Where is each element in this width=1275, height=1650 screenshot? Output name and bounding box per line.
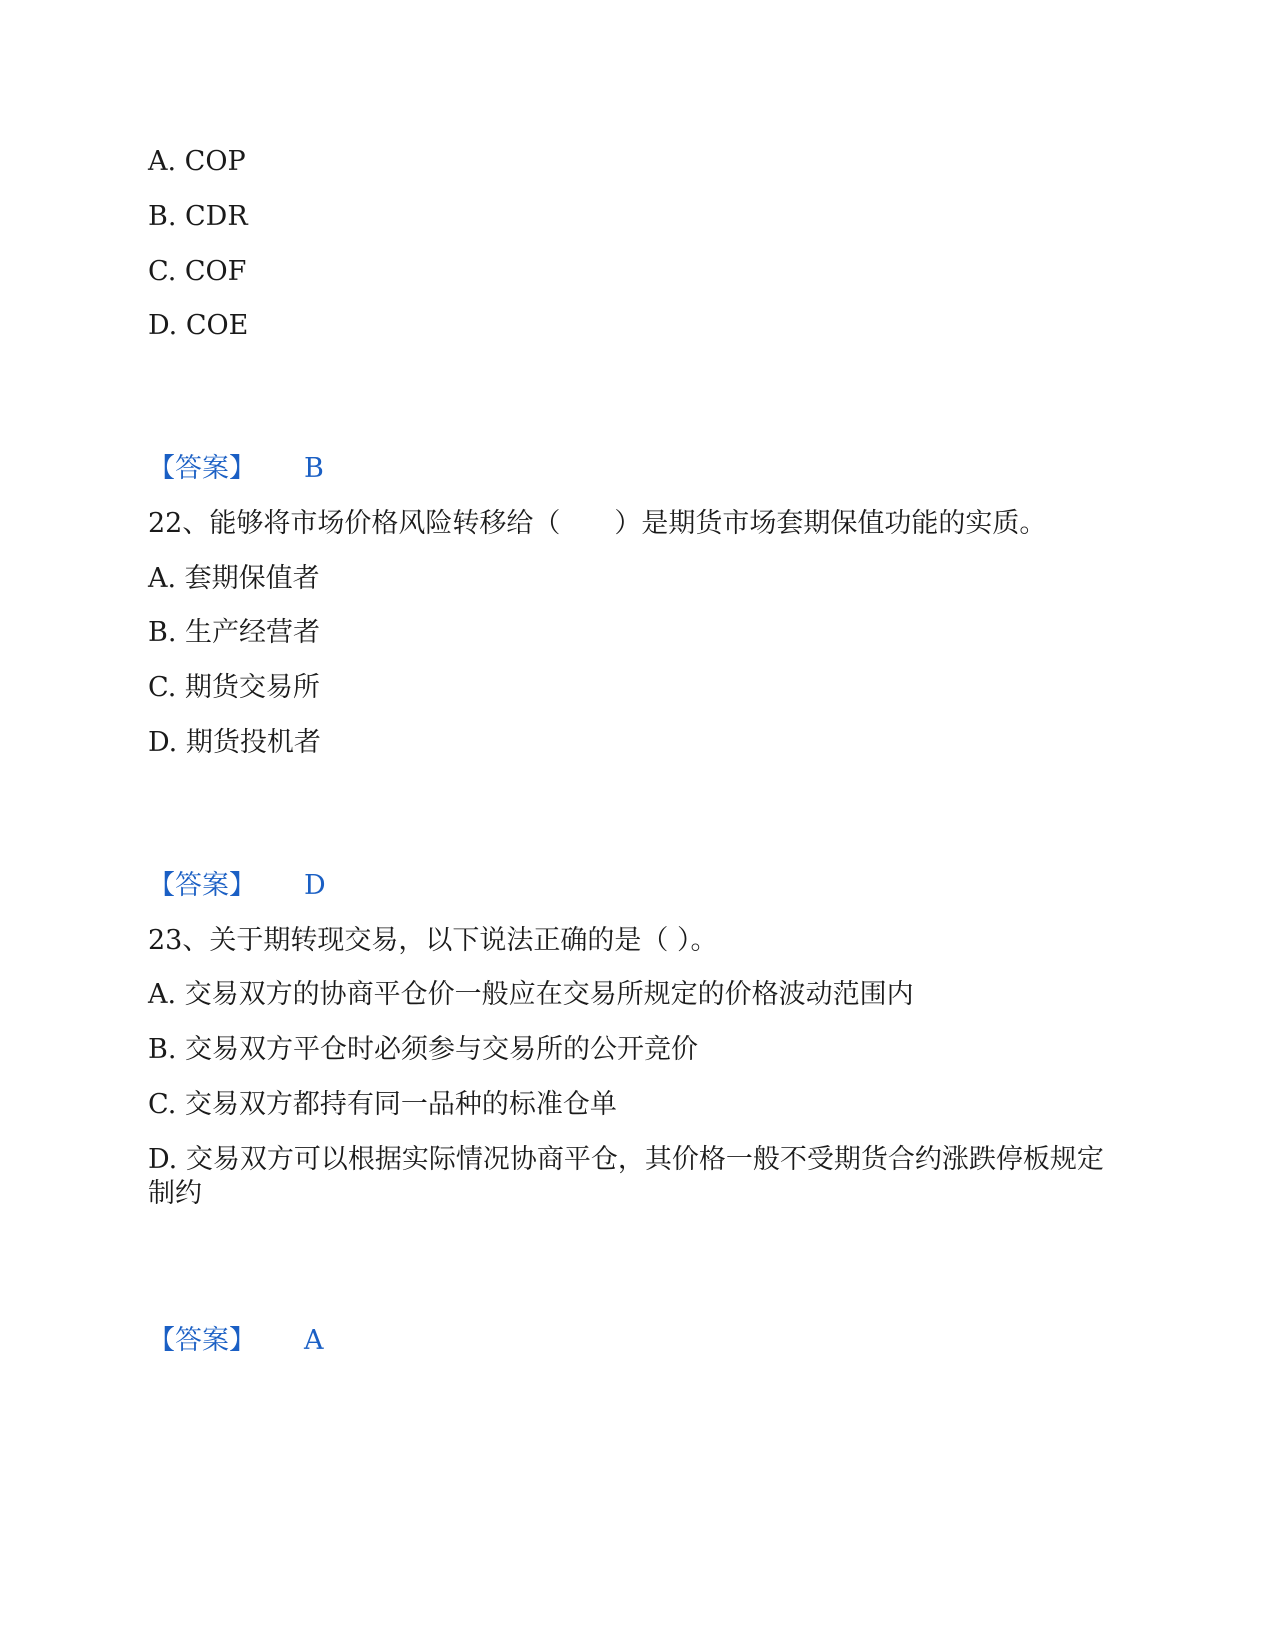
q21-answer-row	[148, 453, 324, 485]
q23-answer-row	[148, 1325, 324, 1357]
q21-answer-value: B	[304, 453, 324, 484]
q22-option-c: C. 期货交易所	[148, 672, 320, 703]
q22-question: 22、能够将市场价格风险转移给（ ）是期货市场套期保值功能的实质。	[148, 508, 1047, 539]
q21-answer-label: 【答案】	[148, 453, 256, 484]
q21-option-b: B. CDR	[148, 201, 248, 232]
q21-option-d: D. COE	[148, 310, 249, 341]
q23-option-b: B. 交易双方平仓时必须参与交易所的公开竞价	[148, 1034, 699, 1065]
q23-option-d: D. 交易双方可以根据实际情况协商平仓，其价格一般不受期货合约涨跌停板规定制约	[148, 1144, 1104, 1209]
q23-answer-label: 【答案】	[148, 1325, 256, 1356]
q23-option-a: A. 交易双方的协商平仓价一般应在交易所规定的价格波动范围内	[148, 979, 914, 1010]
q23-answer-value: A	[304, 1325, 324, 1356]
q22-answer-value: D	[304, 870, 326, 901]
q21-option-c: C. COF	[148, 256, 247, 287]
q22-option-b: B. 生产经营者	[148, 617, 321, 648]
q22-answer-label: 【答案】	[148, 870, 256, 901]
q23-question: 23、关于期转现交易，以下说法正确的是（ ）。	[148, 925, 718, 956]
q22-option-d: D. 期货投机者	[148, 727, 321, 758]
q23-option-c: C. 交易双方都持有同一品种的标准仓单	[148, 1089, 617, 1120]
q21-option-a: A. COP	[148, 146, 246, 177]
q22-option-a: A. 套期保值者	[148, 563, 320, 594]
q22-answer-row	[148, 870, 326, 902]
